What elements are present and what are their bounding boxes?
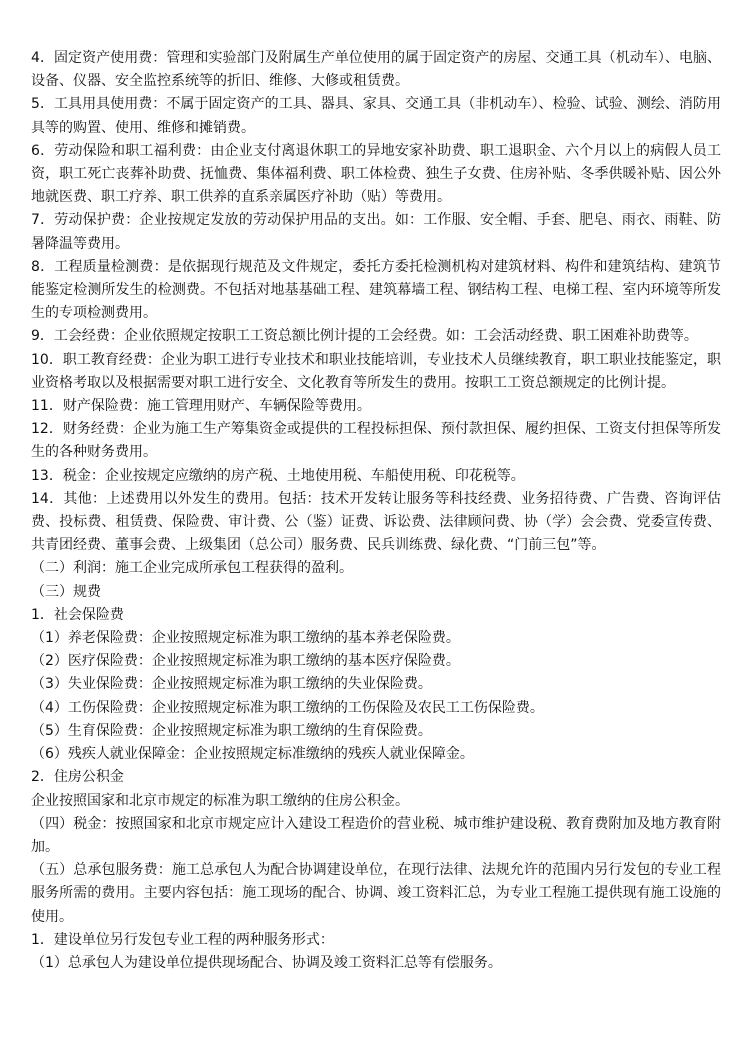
subsection-service-forms: 1．建设单位另行发包专业工程的两种服务形式：: [31, 931, 334, 948]
item-finance-fee: 12．财务经费：企业为施工生产筹集资金或提供的工程投标担保、预付款担保、履约担保、工资支付担保等所发生的各种财务费用。: [31, 421, 721, 461]
item-unemployment-insurance: （3）失业保险费：企业按照规定标准为职工缴纳的失业保险费。: [31, 676, 432, 693]
document-page: [31, 47, 721, 975]
item-maternity-insurance: （5）生育保险费：企业按照规定标准为职工缴纳的生育保险费。: [31, 722, 432, 739]
subsection-housing-fund: 2．住房公积金: [31, 769, 124, 786]
item-quality-inspection-fee: 8．工程质量检测费：是依据现行规范及文件规定，委托方委托检测机构对建筑材料、构件和建筑结构、建筑节能鉴定检测所发生的检测费。不包括对地基基础工程、建筑幕墙工程、钢结构工程、电梯工程、室内环境等所发生的专项检测费用。: [31, 258, 721, 322]
section-tax: （四）税金：按照国家和北京市规定应计入建设工程造价的营业税、城市维护建设税、教育费附加及地方教育附加。: [31, 815, 721, 855]
item-fixed-asset-fee: 4．固定资产使用费：管理和实验部门及附属生产单位使用的属于固定资产的房屋、交通工具（机动车）、电脑、设备、仪器、安全监控系统等的折旧、维修、大修或租赁费。: [31, 50, 721, 90]
section-general-contract-fee: （五）总承包服务费：施工总承包人为配合协调建设单位，在现行法律、法规允许的范围内另行发包的专业工程服务所需的费用。主要内容包括：施工现场的配合、协调、竣工资料汇总，为专业工程施工提供现有施工设施的使用。: [31, 862, 721, 925]
item-injury-insurance: （4）工伤保险费：企业按照规定标准为职工缴纳的工伤保险及农民工工伤保险费。: [31, 699, 544, 716]
item-labor-protection-fee: 7．劳动保护费：企业按规定发放的劳动保护用品的支出。如：工作服、安全帽、手套、肥皂、雨衣、雨鞋、防暑降温等费用。: [31, 212, 721, 252]
item-medical-insurance: （2）医疗保险费：企业按照规定标准为职工缴纳的基本医疗保险费。: [31, 653, 460, 670]
item-tool-usage-fee: 5．工具用具使用费：不属于固定资产的工具、器具、家具、交通工具（非机动车）、检验、试验、测绘、消防用具等的购置、使用、维修和摊销费。: [31, 96, 721, 136]
housing-fund-desc: 企业按照国家和北京市规定的标准为职工缴纳的住房公积金。: [31, 792, 409, 809]
item-education-fee: 10．职工教育经费：企业为职工进行专业技术和职业技能培训，专业技术人员继续教育，职工职业技能鉴定，职业资格考取以及根据需要对职工进行安全、文化教育等所发生的费用。按职工工资总额规定的比例计提。: [31, 351, 721, 391]
item-paid-service: （1）总承包人为建设单位提供现场配合、协调及竣工资料汇总等有偿服务。: [31, 954, 502, 971]
item-union-fee: 9．工会经费：企业依照规定按职工工资总额比例计提的工会经费。如：工会活动经费、职工困难补助费等。: [31, 328, 698, 345]
item-labor-insurance-welfare: 6．劳动保险和职工福利费：由企业支付离退休职工的异地安家补助费、职工退职金、六个月以上的病假人员工资，职工死亡丧葬补助费、抚恤费、集体福利费、职工体检费、独生子女费、住房补贴、冬季供暖补贴、因公外地就医费、职工疗养、职工供养的直系亲属医疗补助（贴）等费用。: [31, 142, 721, 206]
section-fees-heading: （三）规费: [31, 583, 101, 600]
item-other-fee: 14．其他：上述费用以外发生的费用。包括：技术开发转让服务等科技经费、业务招待费、广告费、咨询评估费、投标费、租赁费、保险费、审计费、公（鉴）证费、诉讼费、法律顾问费、协（学）会会费、党委宣传费、共青团经费、董事会费、上级集团（总公司）服务费、民兵训练费、绿化费、“门前三包”等。: [31, 490, 721, 554]
item-property-insurance: 11．财产保险费：施工管理用财产、车辆保险等费用。: [31, 398, 371, 415]
item-disability-fund: （6）残疾人就业保障金：企业按照规定标准缴纳的残疾人就业保障金。: [31, 746, 474, 763]
subsection-social-insurance: 1．社会保险费: [31, 606, 124, 623]
item-pension-insurance: （1）养老保险费：企业按照规定标准为职工缴纳的基本养老保险费。: [31, 630, 460, 647]
section-profit: （二）利润：施工企业完成所承包工程获得的盈利。: [31, 560, 353, 577]
item-tax: 13．税金：企业按规定应缴纳的房产税、土地使用税、车船使用税、印花税等。: [31, 467, 525, 484]
